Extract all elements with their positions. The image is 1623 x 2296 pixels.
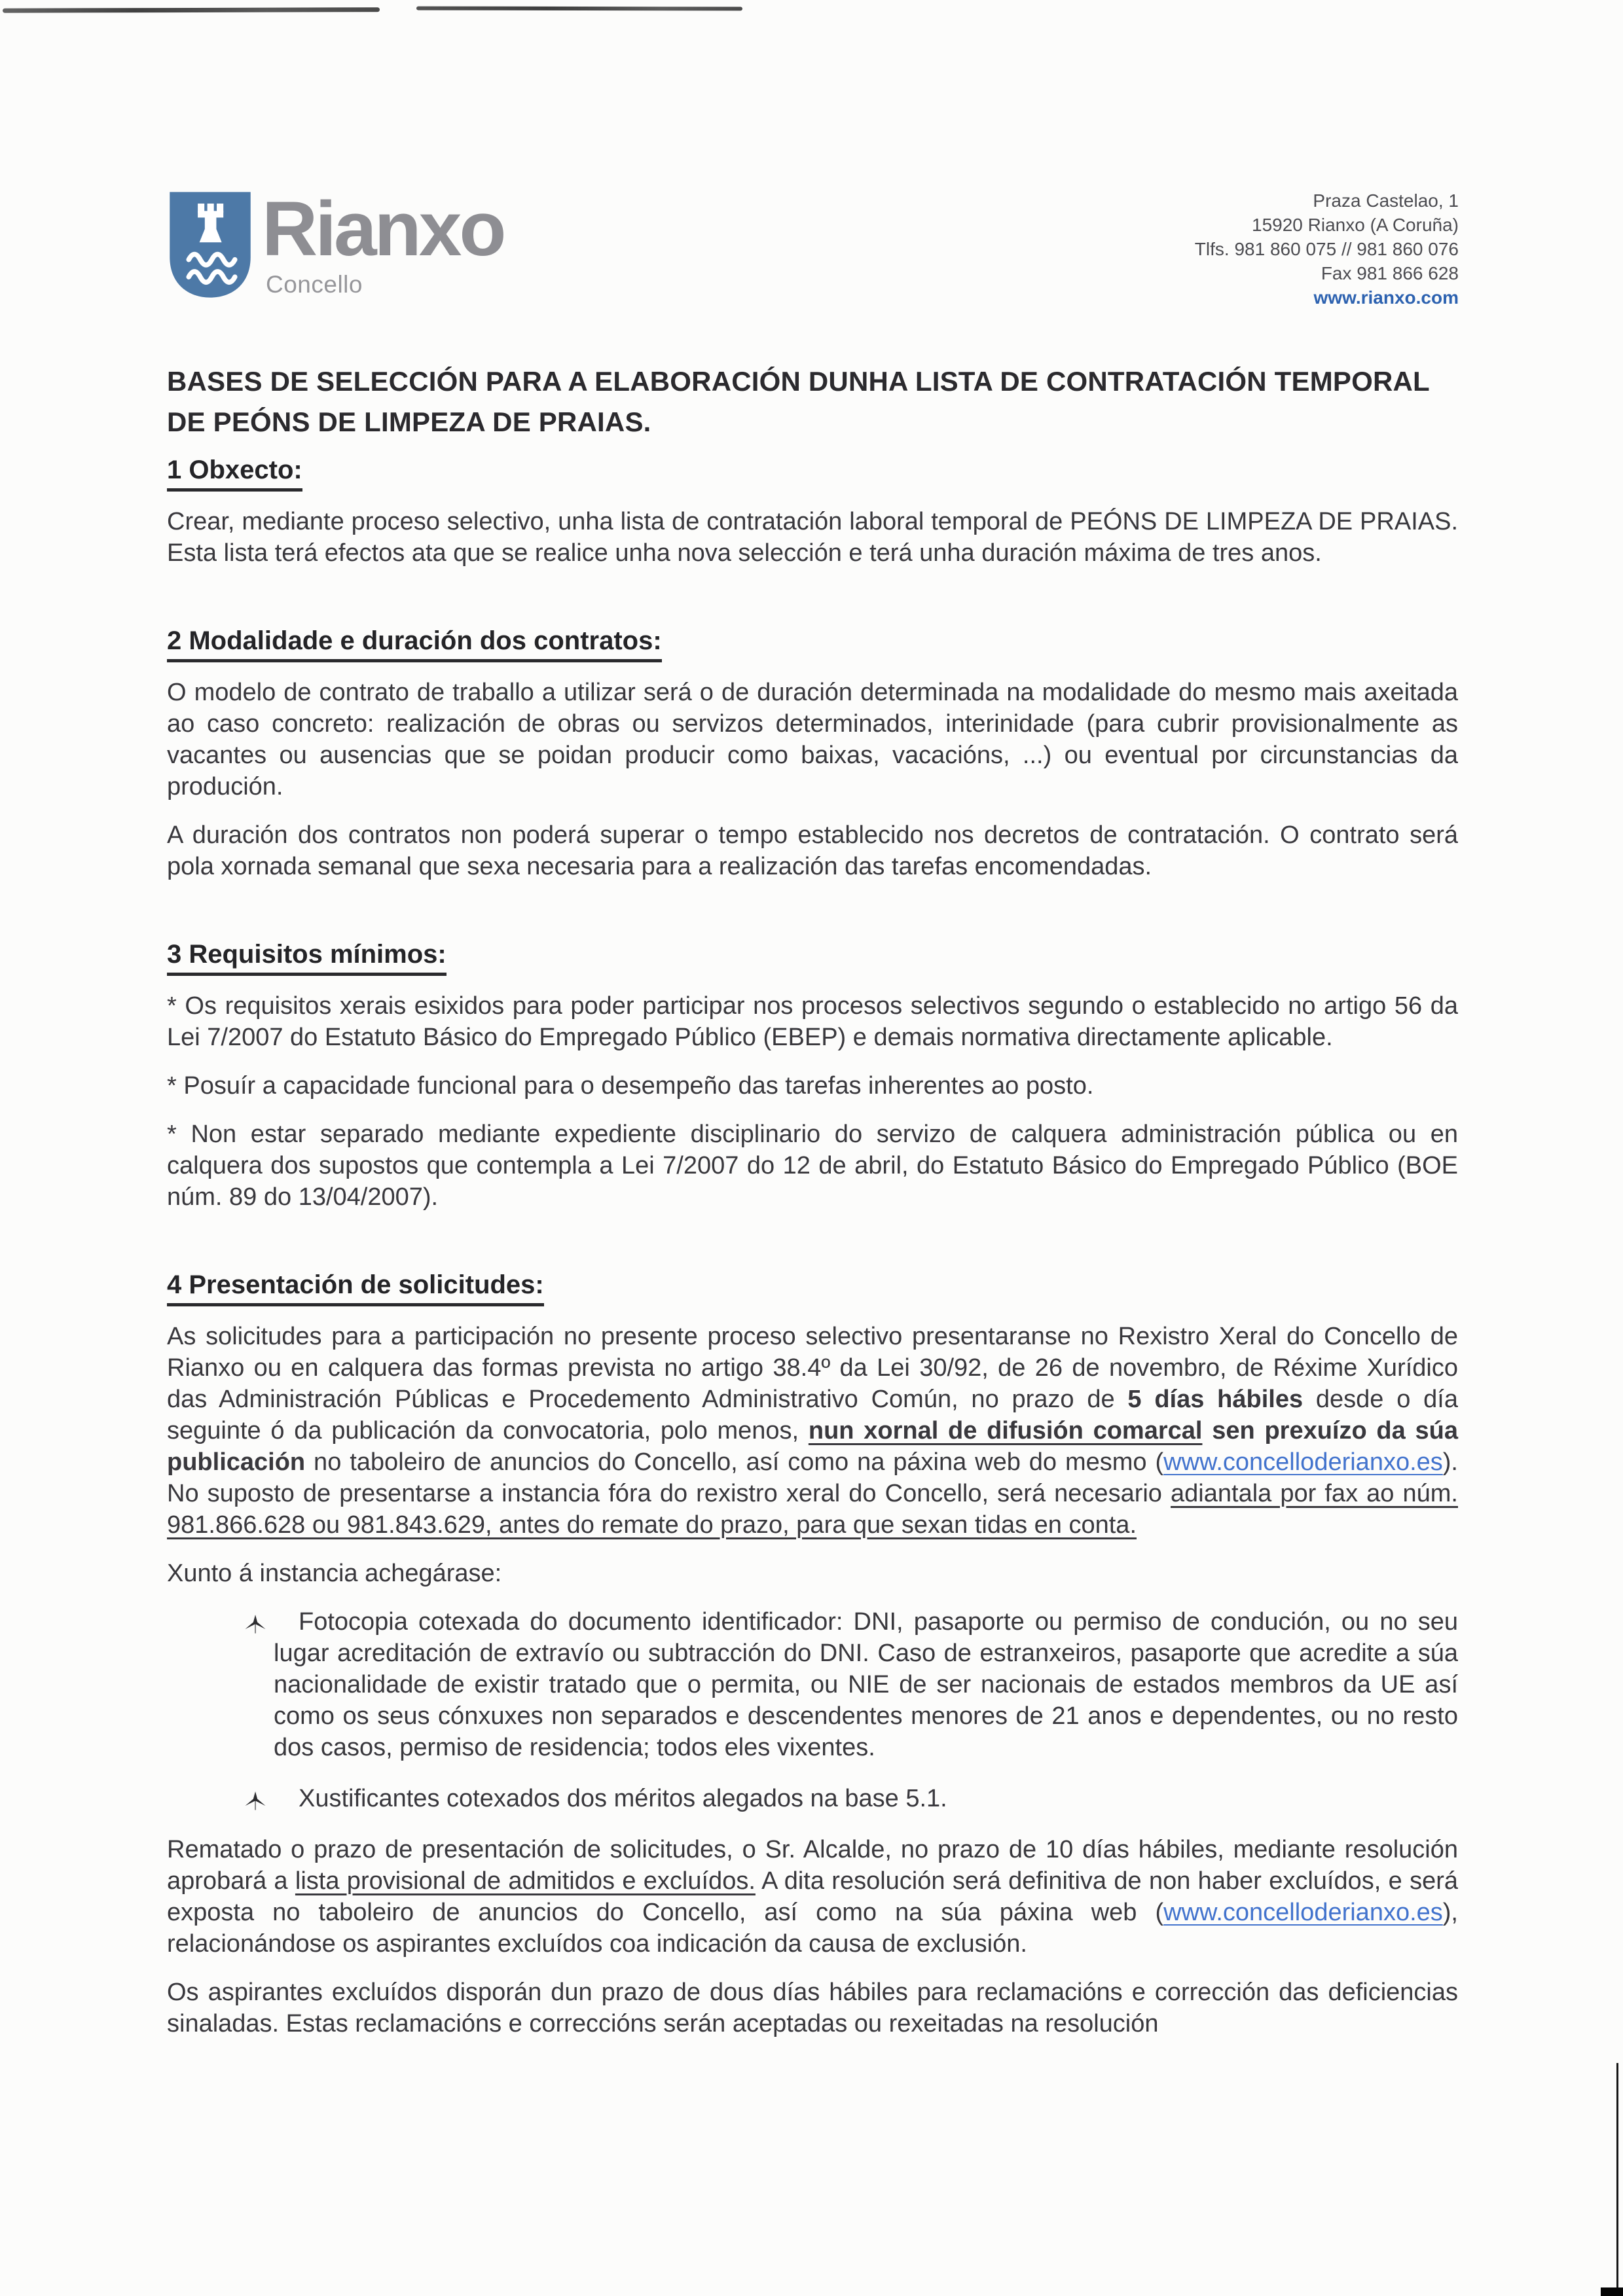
paragraph-presentacion-1	[167, 1321, 1458, 1541]
text-segment: A dita resolución será definitiva de non haber excluídos, e será exposta no taboleiro de anuncios do Concello, así como na súa páxina web (	[167, 1867, 1458, 1926]
text-segment	[1202, 1417, 1212, 1444]
section-heading-requisitos: 3 Requisitos mínimos:	[167, 940, 447, 976]
header-contact-block	[1195, 188, 1459, 310]
paragraph-modalidade-1	[167, 677, 1458, 802]
paragraph-reclamacions	[167, 1977, 1458, 2039]
text-segment: A duración dos contratos non poderá superar o tempo establecido nos decretos de contratación. O contrato será pola xornada semanal que sexa necesaria para a realización das tarefas encomendadas.	[167, 821, 1458, 880]
text-segment: adiantala por fax ao núm. 981.866.628 ou 981.843.629, antes do remate do prazo, para que sexan tidas en conta.	[167, 1480, 1458, 1539]
text-segment: Os aspirantes excluídos disporán dun prazo de dous días hábiles para reclamacións e corrección das deficiencias sinaladas. Estas reclamacións e correccións serán aceptadas ou rexeitadas na resolución	[167, 1979, 1458, 2037]
text-segment: Crear, mediante proceso selectivo, unha lista de contratación laboral temporal de PEÓNS DE LIMPEZA DE PRAIAS. Esta lista terá efectos ata que se realice unha nova selección e terá unha duración máxima de tres anos.	[167, 508, 1458, 567]
text-segment: lista provisional de admitidos e excluídos.	[295, 1867, 756, 1895]
paragraph-presentacion-2	[167, 1558, 1458, 1589]
section-heading-obxecto: 1 Obxecto:	[167, 456, 302, 492]
text-segment: * Posuír a capacidade funcional para o desempeño das tarefas inherentes ao posto.	[167, 1072, 1094, 1100]
paragraph-lista-provisional	[167, 1834, 1458, 1960]
concello-rianxo-logo	[169, 186, 504, 298]
rianxo-shield-icon	[169, 191, 251, 298]
contact-address-line2: 15920 Rianxo (A Coruña)	[1252, 215, 1459, 235]
contact-address-line1: Praza Castelao, 1	[1313, 190, 1459, 211]
paragraph-obxecto-1	[167, 506, 1458, 569]
paragraph-requisitos-2	[167, 1070, 1458, 1102]
paragraph-requisitos-1	[167, 990, 1458, 1053]
text-segment: sen prexuízo da súa publicación	[167, 1417, 1458, 1476]
closing-paragraphs	[167, 1834, 1458, 2039]
section-heading-modalidade: 2 Modalidade e duración dos contratos:	[167, 626, 662, 662]
bullet-item-fotocopia	[167, 1606, 1458, 1763]
document-title: BASES DE SELECCIÓN PARA A ELABORACIÓN DUNHA LISTA DE CONTRATACIÓN TEMPORAL DE PEÓNS DE LIMPEZA DE PRAIAS.	[167, 366, 1430, 437]
text-segment: * Os requisitos xerais esixidos para poder participar nos procesos selectivos segundo o establecido no artigo 56 da Lei 7/2007 do Estatuto Básico do Empregado Público (EBEP) e demais normativa directamente aplicable.	[167, 992, 1458, 1051]
logo-wordmark: Rianxo	[262, 186, 504, 272]
text-segment: As solicitudes para a participación no presente proceso selectivo presentaranse no Rexistro Xeral do Concello de Rianxo ou en calquera das formas prevista no artigo 38.4º da Lei 30/92, de 26 de novembro, de Réxime Xurídico das Administración Públicas e Procedemento Administrativo Común, no prazo de	[167, 1323, 1458, 1413]
contact-phones: Tlfs. 981 860 075 // 981 860 076	[1194, 239, 1459, 259]
scan-artifact-top-line-left	[3, 7, 380, 13]
text-segment: no taboleiro de anuncios do Concello, así como na páxina web do mesmo (	[305, 1448, 1164, 1476]
bullet-text	[299, 1785, 947, 1812]
text-segment: Rematado o prazo de presentación de solicitudes, o Sr. Alcalde, no prazo de 10 días hábiles, mediante resolución aprobará a	[167, 1836, 1458, 1895]
text-segment: O modelo de contrato de traballo a utilizar será o de duración determinada na modalidade do mesmo mais axeitada ao caso concreto: realización de obras ou servizos determinados, interinidade (para cubrir provisionalmente as vacantes ou ausencias que se poidan producir como baixas, vacacións, ...) ou eventual por circunstancias da produción.	[167, 679, 1458, 800]
text-segment: ), relacionándose os aspirantes excluídos coa indicación da causa de exclusión.	[167, 1899, 1458, 1958]
text-segment: * Non estar separado mediante expediente disciplinario do servizo de calquera administración pública ou en calquera dos supostos que contempla a Lei 7/2007 do 12 de abril, do Estatuto Básico do Empregado Público (BOE núm. 89 do 13/04/2007).	[167, 1121, 1458, 1211]
text-segment: desde o día seguinte ó da publicación da convocatoria, polo menos,	[167, 1386, 1458, 1444]
text-segment: Xustificantes cotexados dos méritos alegados na base 5.1.	[299, 1785, 947, 1812]
scan-artifact-right-edge	[1616, 2063, 1618, 2296]
section-heading-presentacion: 4 Presentación de solicitudes:	[167, 1270, 544, 1306]
text-segment: Fotocopia cotexada do documento identificador: DNI, pasaporte ou permiso de condución, ou no seu lugar acreditación de extravío ou subtracción do DNI. Caso de estranxeiros, pasaporte que acredite a súa nacionalidade de existir tratado que o permita, ou NIE de ser nacionais de estados membros da UE así como os seus cónxuxes non separados e descendentes menores de 21 anos e dependentes, ou no resto dos casos, permiso de residencia; todos eles vixentes.	[274, 1608, 1458, 1761]
bullet-text	[274, 1608, 1458, 1761]
paragraph-requisitos-3	[167, 1119, 1458, 1213]
logo-subtitle: Concello	[266, 271, 363, 298]
text-segment: ). No suposto de presentarse a instancia fóra do rexistro xeral do Concello, será necesario	[167, 1448, 1458, 1507]
inline-link[interactable]: www.concelloderianxo.es	[1163, 1448, 1443, 1476]
text-segment: nun xornal de difusión comarcal	[808, 1417, 1203, 1444]
paragraph-modalidade-2	[167, 819, 1458, 882]
text-segment: Xunto á instancia achegárase:	[167, 1560, 502, 1587]
document-content	[167, 361, 1458, 2039]
bullet-item-xustificantes	[167, 1783, 1458, 1814]
text-segment: 5 días hábiles	[1127, 1386, 1304, 1413]
attachments-bullet-list	[167, 1606, 1458, 1814]
contact-website-link[interactable]: www.rianxo.com	[1313, 287, 1459, 308]
scan-artifact-corner	[1601, 2287, 1623, 2296]
arrow-bullet-icon	[244, 1787, 266, 1819]
contact-fax: Fax 981 866 628	[1321, 263, 1459, 283]
arrow-bullet-icon	[244, 1611, 266, 1642]
scan-artifact-top-line-right	[416, 7, 742, 11]
inline-link[interactable]: www.concelloderianxo.es	[1163, 1899, 1443, 1926]
